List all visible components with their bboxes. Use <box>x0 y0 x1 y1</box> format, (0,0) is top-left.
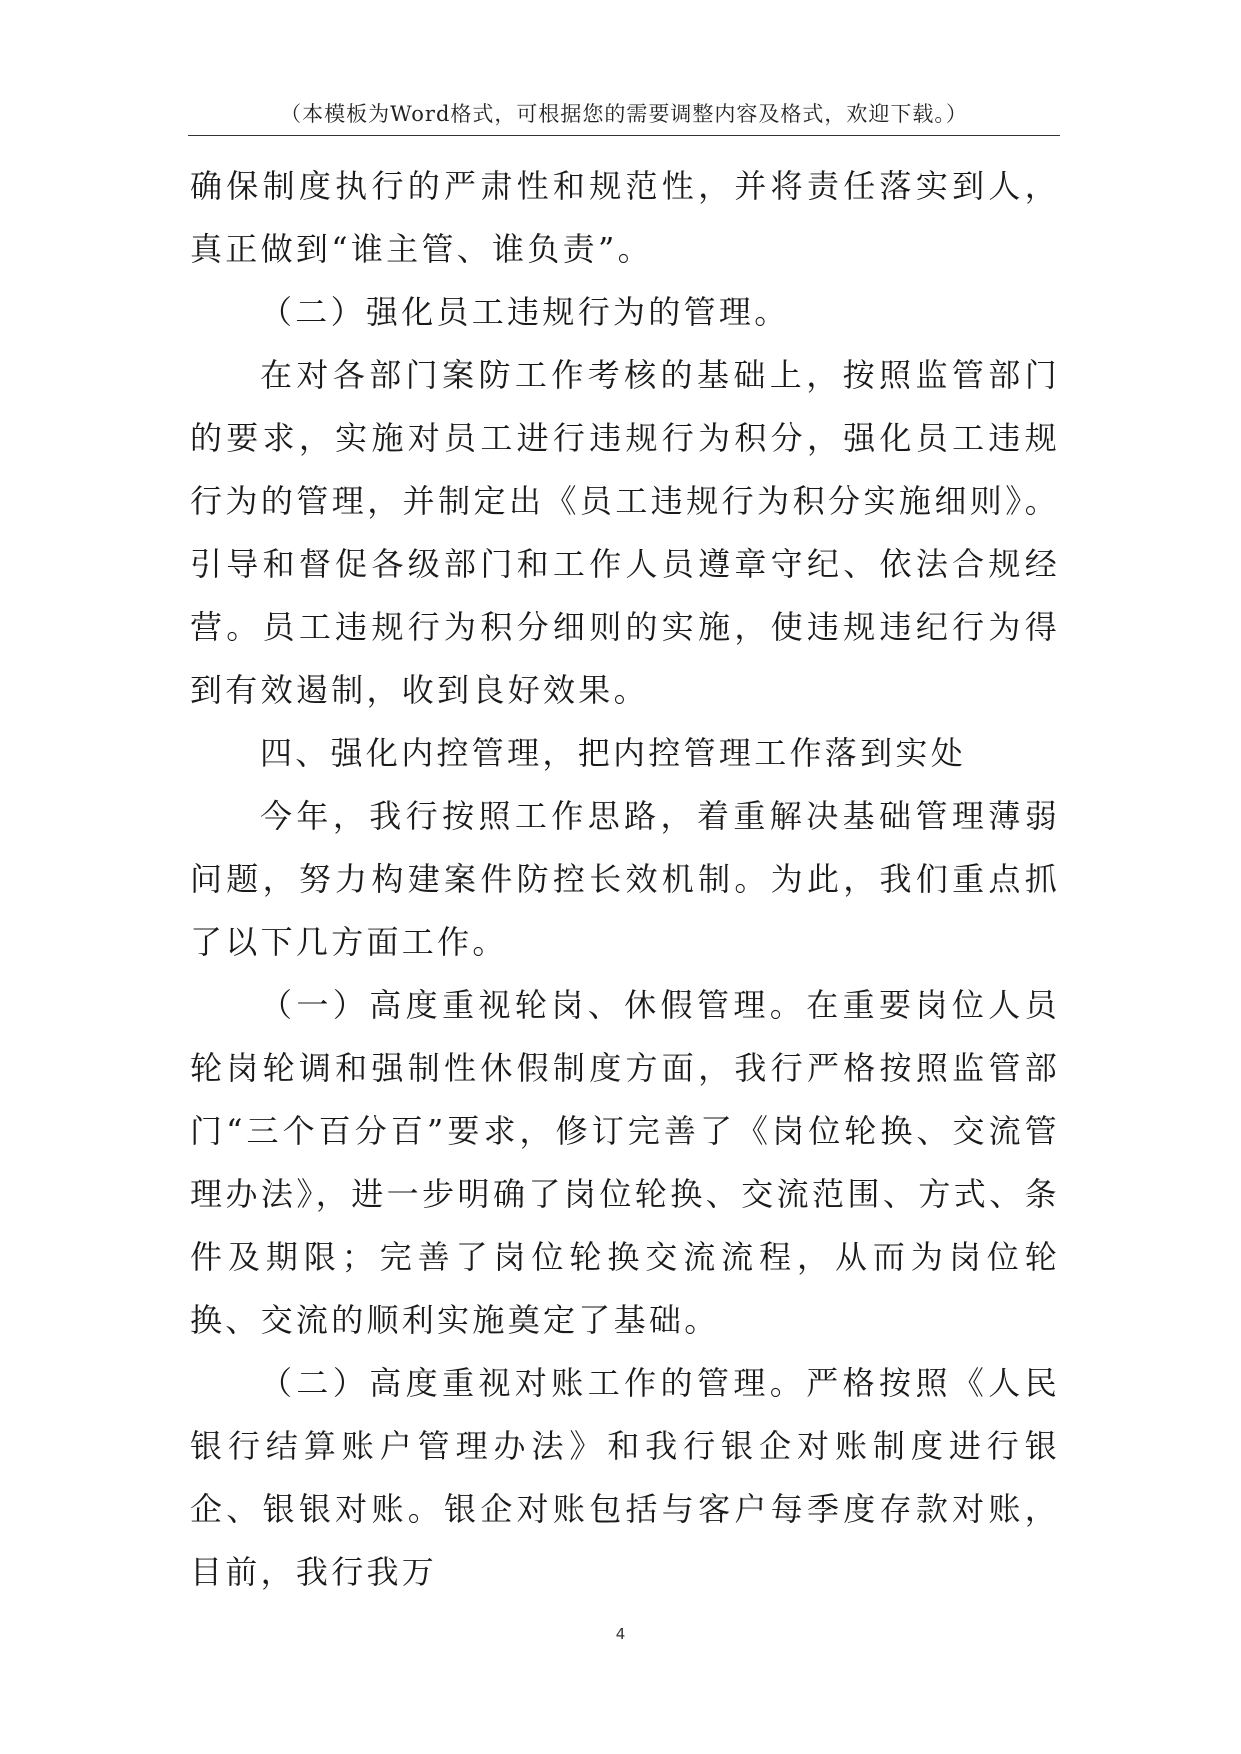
paragraph-2-heading: （二）强化员工违规行为的管理。 <box>260 293 790 331</box>
page-number: 4 <box>615 1625 626 1643</box>
paragraph-7: （二）高度重视对账工作的管理。严格按照《人民银行结算账户管理办法》和我行银企对账制度进行银企、银银对账。银企对账包括与客户每季度存款对账，目前，我行我万 <box>190 1364 1060 1591</box>
paragraph-3: 在对各部门案防工作考核的基础上，按照监管部门的要求，实施对员工进行违规行为积分，强化员工违规行为的管理，并制定出《员工违规行为积分实施细则》。引导和督促各级部门和工作人员遵章守纪、依法合规经营。员工违规行为积分细则的实施，使违规违纪行为得到有效遏制，收到良好效果。 <box>190 356 1060 709</box>
paragraph-1: 确保制度执行的严肃性和规范性，并将责任落实到人，真正做到“谁主管、谁负责”。 <box>190 167 1060 268</box>
paragraph-4-section-heading: 四、强化内控管理，把内控管理工作落到实处 <box>260 734 967 772</box>
paragraph-6: （一）高度重视轮岗、休假管理。在重要岗位人员轮岗轮调和强制性休假制度方面，我行严格按照监管部门“三个百分百”要求，修订完善了《岗位轮换、交流管理办法》，进一步明确了岗位轮换、交流范围、方式、条件及期限；完善了岗位轮换交流流程，从而为岗位轮换、交流的顺利实施奠定了基础。 <box>190 986 1060 1339</box>
document-body <box>190 155 1060 1604</box>
page-header: （本模板为Word格式，可根据您的需要调整内容及格式，欢迎下载。） <box>280 102 968 126</box>
header-divider <box>188 135 1060 136</box>
paragraph-5: 今年，我行按照工作思路，着重解决基础管理薄弱问题，努力构建案件防控长效机制。为此，我们重点抓了以下几方面工作。 <box>190 797 1060 961</box>
